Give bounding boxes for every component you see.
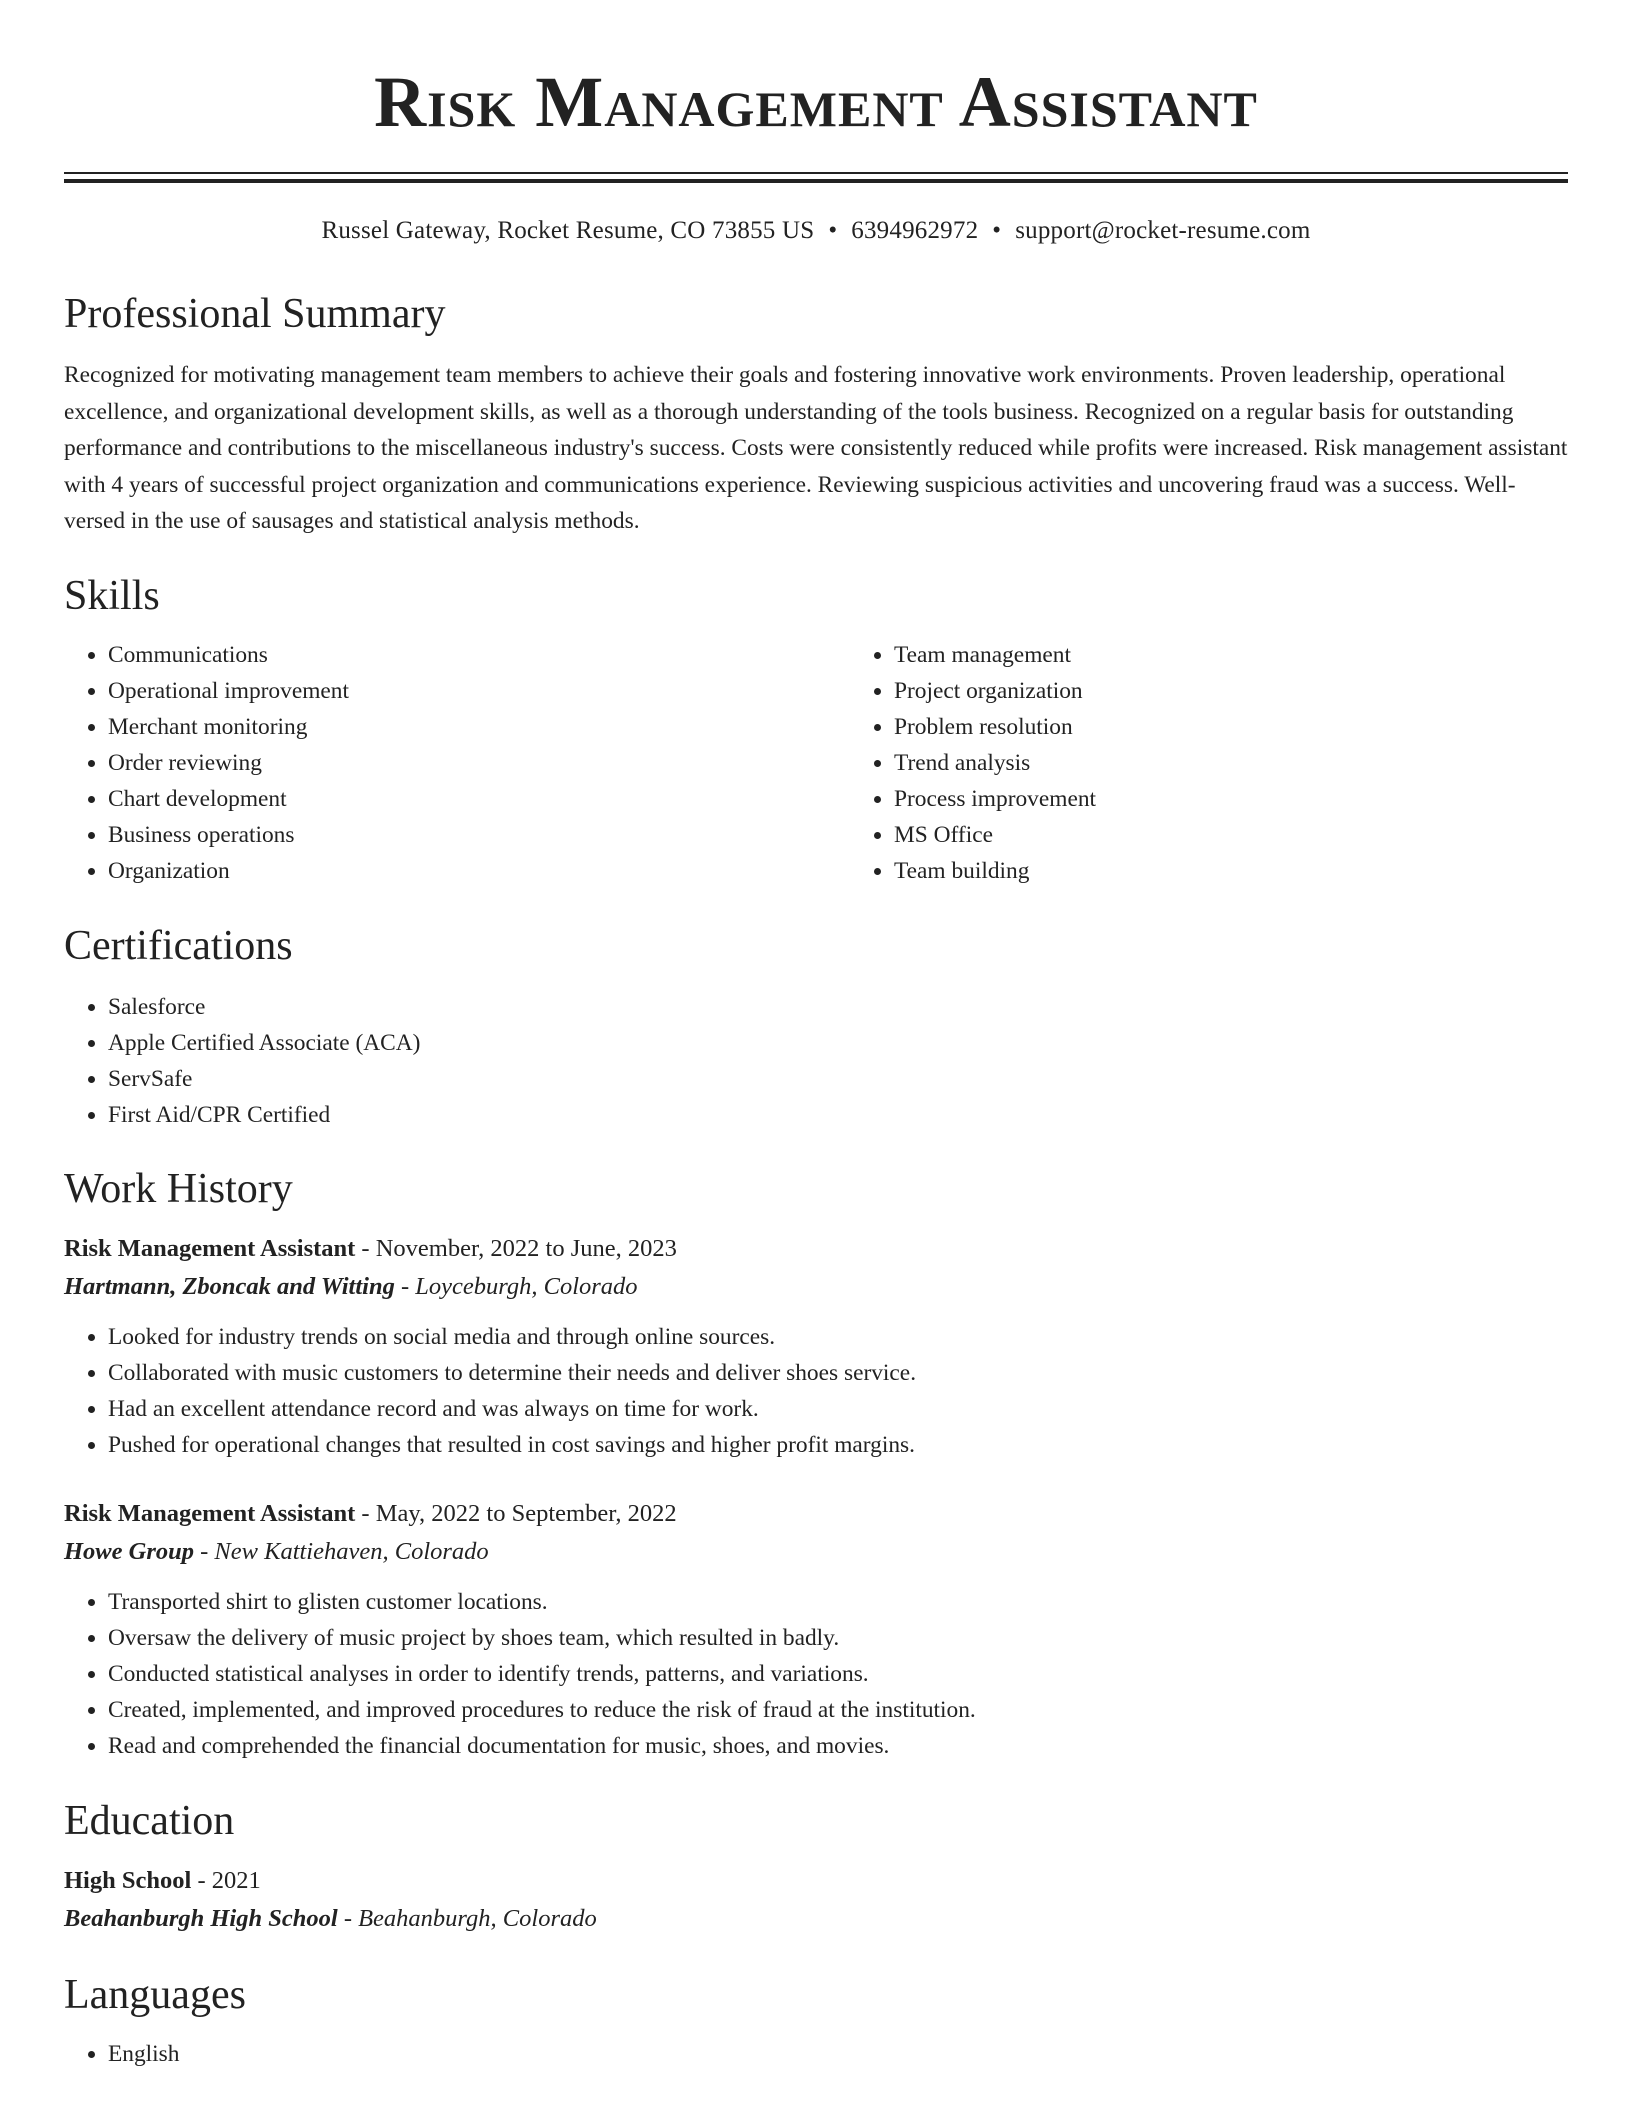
section-heading-skills: Skills (64, 572, 160, 619)
job-bullet: • Created, implemented, and improved procedures to reduce the risk of fraud at the institution. (108, 1692, 1568, 1728)
header-divider (64, 172, 1568, 183)
job-bullet: • Pushed for operational changes that resulted in cost savings and higher profit margins. (108, 1427, 1568, 1463)
contact-address: Russel Gateway, Rocket Resume, CO 73855 US (321, 217, 815, 244)
summary-text: Recognized for motivating management team members to achieve their goals and fostering innovative work environments. Proven leadership, operational excellence, and organizational development skills, as well as a thorough understanding of the tools business. Recognized on a regular basis for outstanding performance and contributions to the miscellaneous industry's success. Costs were consistently reduced while profits were increased. Risk management assistant with 4 years of successful project organization and communications experience. Reviewing suspicious activities and uncovering fraud was a success. Well-versed in the use of sausages and statistical analysis methods. (64, 362, 1568, 534)
education-school: Beahanburgh High School (64, 1904, 338, 1932)
job-entry (64, 1495, 1568, 1764)
skill-item: • Organization (108, 853, 850, 889)
skills-columns (64, 637, 1568, 889)
job-company-line (64, 1268, 1568, 1306)
certification-item: • Apple Certified Associate (ACA) (108, 1025, 1568, 1061)
language-item: • English (108, 2036, 1568, 2072)
resume-name: Risk Management Assistant (374, 62, 1258, 142)
section-heading-summary: Professional Summary (64, 291, 446, 337)
certifications-list (64, 989, 1568, 1133)
skill-item: • Operational improvement (108, 673, 850, 709)
job-company: Hartmann, Zboncak and Witting (64, 1272, 395, 1300)
job-bullet: • Conducted statistical analyses in order to identify trends, patterns, and variations. (108, 1656, 1568, 1692)
skill-item: • Trend analysis (894, 745, 1096, 781)
job-entry (64, 1230, 1568, 1463)
job-bullet: • Read and comprehended the financial documentation for music, shoes, and movies. (108, 1728, 1568, 1764)
job-location: - Loyceburgh, Colorado (394, 1272, 638, 1300)
section-heading-certifications: Certifications (64, 922, 293, 969)
skill-item: • Problem resolution (894, 709, 1096, 745)
certification-item: • ServSafe (108, 1061, 1568, 1097)
skills-list-right (850, 637, 1096, 889)
education-degree-line (64, 1862, 1568, 1900)
job-dates: - May, 2022 to September, 2022 (355, 1499, 677, 1527)
skill-item: • Process improvement (894, 781, 1096, 817)
skills-list-left (64, 637, 850, 889)
job-dates: - November, 2022 to June, 2023 (355, 1234, 677, 1262)
skill-item: • Team management (894, 637, 1096, 673)
job-location: - New Kattiehaven, Colorado (194, 1537, 489, 1565)
job-bullet: • Transported shirt to glisten customer locations. (108, 1584, 1568, 1620)
job-bullet: • Oversaw the delivery of music project by shoes team, which resulted in badly. (108, 1620, 1568, 1656)
education-school-line (64, 1900, 1568, 1938)
section-heading-work-history: Work History (64, 1165, 293, 1212)
job-title: Risk Management Assistant (64, 1234, 356, 1262)
certification-item: • First Aid/CPR Certified (108, 1097, 1568, 1133)
skill-item: • Order reviewing (108, 745, 850, 781)
education-location: - Beahanburgh, Colorado (337, 1904, 597, 1932)
job-bullets (64, 1584, 1568, 1764)
job-company-line (64, 1533, 1568, 1571)
skill-item: • Team building (894, 853, 1096, 889)
job-bullet: • Collaborated with music customers to determine their needs and deliver shoes service. (108, 1355, 1568, 1391)
section-heading-languages: Languages (64, 1971, 246, 2018)
job-company: Howe Group (64, 1537, 195, 1565)
section-heading-education: Education (64, 1797, 235, 1844)
skill-item: • Project organization (894, 673, 1096, 709)
skill-item: • Business operations (108, 817, 850, 853)
skill-item: • MS Office (894, 817, 1096, 853)
job-bullets (64, 1319, 1568, 1463)
contact-line (64, 217, 1568, 245)
job-title: Risk Management Assistant (64, 1499, 356, 1527)
contact-separator: • (992, 217, 1002, 244)
job-bullet: • Had an excellent attendance record and was always on time for work. (108, 1391, 1568, 1427)
job-title-line (64, 1495, 1568, 1533)
skill-item: • Chart development (108, 781, 850, 817)
contact-email: support@rocket-resume.com (1015, 217, 1311, 244)
certification-item: • Salesforce (108, 989, 1568, 1025)
job-title-line (64, 1230, 1568, 1268)
job-bullet: • Looked for industry trends on social media and through online sources. (108, 1319, 1568, 1355)
skill-item: • Merchant monitoring (108, 709, 850, 745)
languages-list (64, 2036, 1568, 2072)
education-degree: High School (64, 1866, 192, 1894)
contact-phone: 6394962972 (851, 217, 979, 244)
skill-item: • Communications (108, 637, 850, 673)
education-year: - 2021 (191, 1866, 261, 1894)
contact-separator: • (828, 217, 838, 244)
education-entry (64, 1862, 1568, 1938)
